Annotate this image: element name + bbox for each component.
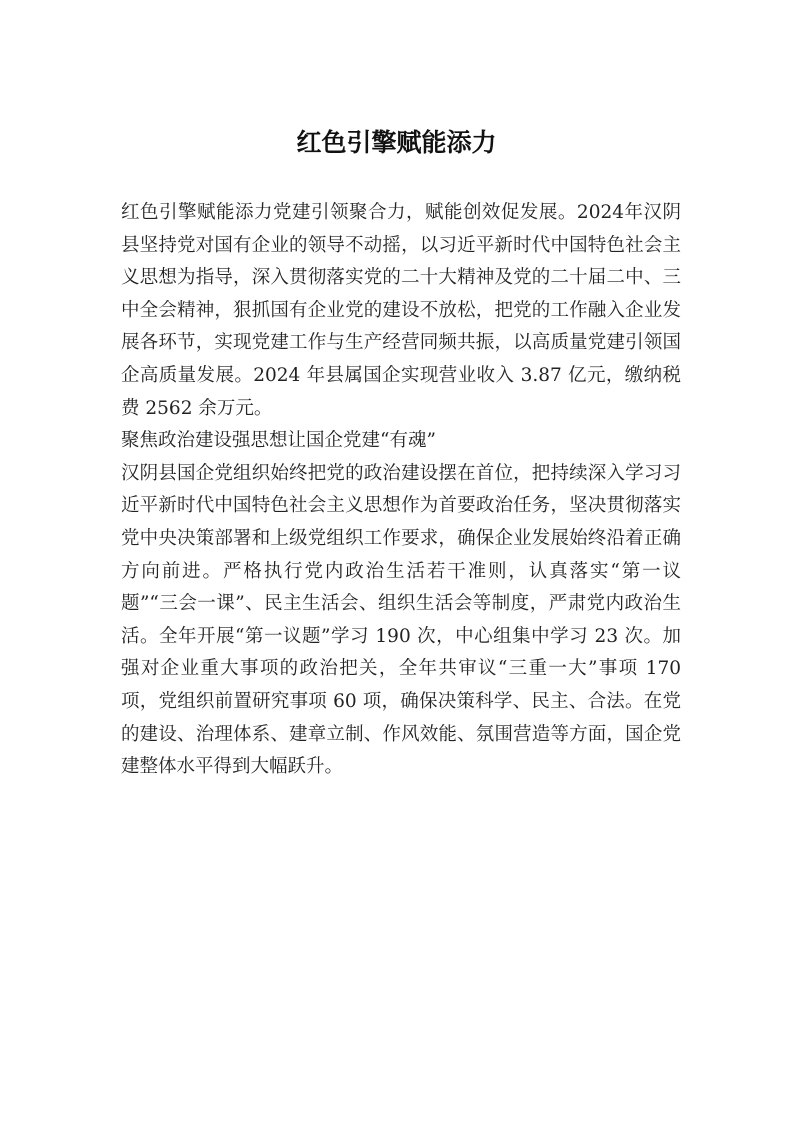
section-heading: 聚焦政治建设强思想让国企党建“有魂” bbox=[121, 430, 436, 452]
document-body bbox=[121, 197, 681, 784]
intro-paragraph: 红色引擎赋能添力党建引领聚合力，赋能创效促发展。2024年汉阴县坚持党对国有企业的领导不动摇，以习近平新时代中国特色社会主义思想为指导，深入贯彻落实党的二十大精神及党的二十届二中、三中全会精神，狠抓国有企业党的建设不放松，把党的工作融入企业发展各环节，实现党建工作与生产经营同频共振，以高质量党建引领国企高质量发展。2024 年县属国企实现营业收入 3.87 亿元，缴纳税费 2562 余万元。 bbox=[121, 202, 681, 419]
section-paragraph: 汉阴县国企党组织始终把党的政治建设摆在首位，把持续深入学习习近平新时代中国特色社会主义思想作为首要政治任务，坚决贯彻落实党中央决策部署和上级党组织工作要求，确保企业发展始终沿着正确方向前进。严格执行党内政治生活若干准则，认真落实“第一议题”“三会一课”、民主生活会、组织生活会等制度，严肃党内政治生活。全年开展“第一议题”学习 190 次，中心组集中学习 23 次。加强对企业重大事项的政治把关，全年共审议“三重一大”事项 170 项，党组织前置研究事项 60 项，确保决策科学、民主、合法。在党的建设、治理体系、建章立制、作风效能、氛围营造等方面，国企党建整体水平得到大幅跃升。 bbox=[121, 462, 681, 778]
document-title: 红色引擎赋能添力 bbox=[296, 128, 497, 157]
